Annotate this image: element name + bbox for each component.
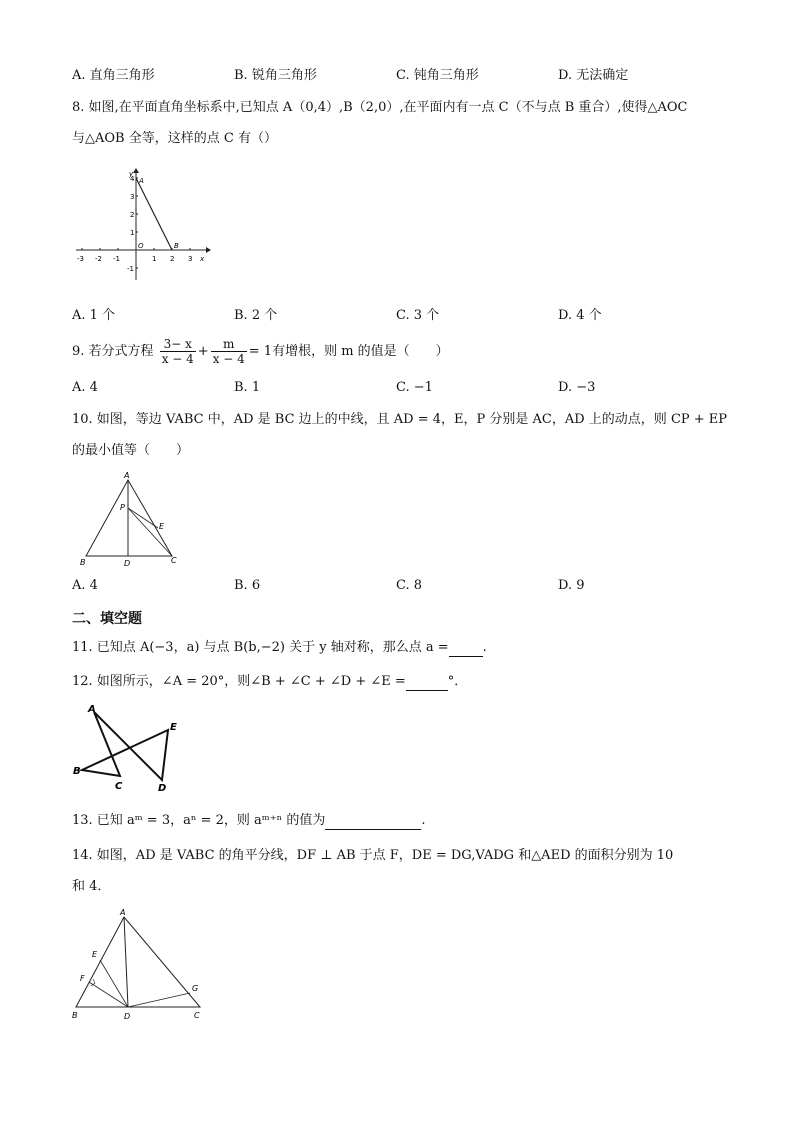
- q8-origin-label: O: [138, 242, 144, 250]
- q14-label-e: E: [92, 950, 98, 959]
- q10-option-a: A. 4: [72, 578, 98, 593]
- q9-option-d: D. −3: [558, 380, 596, 395]
- q12-label-c: C: [115, 781, 123, 792]
- q14-text-line2: 和 4．: [72, 879, 111, 894]
- section-2-title: 二、填空题: [72, 611, 142, 627]
- q14-label-g: G: [192, 984, 199, 993]
- q14-triangle-figure: [70, 905, 210, 1025]
- q12-line: [72, 673, 467, 691]
- q11-text: 11. 已知点 A(−3，a) 与点 B(b,−2) 关于 y 轴对称，那么点 a =: [72, 640, 449, 655]
- q10-label-a: A: [124, 471, 130, 480]
- q13-text: 13. 已知 aᵐ = 3，aⁿ = 2，则 aᵐ⁺ⁿ 的值为: [72, 813, 326, 828]
- q9-option-b: B. 1: [234, 380, 261, 395]
- q13-answer-blank[interactable]: [325, 815, 421, 830]
- q13-line: [72, 812, 426, 830]
- q8-coordinate-figure: [72, 168, 212, 283]
- q8-x-tick-neg1: -1: [113, 255, 120, 263]
- q12-label-e: E: [170, 722, 177, 733]
- q9-suffix: = 1有增根，则 m 的值是（ ）: [248, 344, 449, 359]
- q8-x-tick-3: 3: [188, 255, 193, 263]
- q8-y-tick-4: 4: [130, 175, 135, 183]
- q9-fraction-2-numerator: m: [211, 337, 247, 352]
- q8-x-tick-neg2: -2: [95, 255, 102, 263]
- q10-label-d: D: [124, 559, 131, 568]
- q11-end: .: [482, 640, 487, 655]
- q10-text-line2: 的最小值等（ ）: [72, 443, 190, 458]
- q14-label-c: C: [194, 1011, 200, 1020]
- q13-end: .: [421, 813, 426, 828]
- q8-option-d: D. 4 个: [558, 308, 602, 323]
- q8-option-a: A. 1 个: [72, 308, 116, 323]
- q14-label-f: F: [80, 974, 85, 983]
- q8-y-tick-neg1: -1: [127, 265, 134, 273]
- q8-x-axis-label: x: [200, 255, 205, 263]
- q9-equation-line: [72, 333, 449, 371]
- q9-fraction-1-denominator: x − 4: [161, 352, 194, 366]
- q10-triangle-figure: [78, 470, 188, 570]
- q8-point-a-label: A: [139, 177, 144, 185]
- q10-option-d: D. 9: [558, 578, 585, 593]
- q9-option-c: C. −1: [396, 380, 433, 395]
- q9-fraction-2: [211, 337, 247, 366]
- q12-end: °．: [447, 674, 468, 689]
- q14-text-line1: 14. 如图，AD 是 VABC 的角平分线，DF ⊥ AB 于点 F，DE = DG,VADG 和△AED 的面积分别为 10: [72, 848, 674, 863]
- q14-label-a: A: [120, 908, 126, 917]
- q9-fraction-2-denominator: x − 4: [212, 352, 245, 366]
- q8-option-b: B. 2 个: [234, 308, 278, 323]
- q10-label-b: B: [80, 558, 86, 567]
- q9-fraction-1-numerator: 3− x: [160, 337, 196, 352]
- q7-option-b: B. 锐角三角形: [234, 68, 317, 83]
- q10-label-c: C: [171, 556, 177, 565]
- q12-answer-blank[interactable]: [406, 676, 448, 691]
- q10-label-e: E: [159, 522, 165, 531]
- q10-text-line1: 10. 如图，等边 VABC 中，AD 是 BC 边上的中线，且 AD = 4，E，P 分别是 AC，AD 上的动点，则 CP + EP: [72, 412, 728, 427]
- q8-y-axis-label: y: [129, 170, 134, 178]
- q12-star-figure: [70, 700, 190, 792]
- q8-y-tick-2: 2: [130, 211, 135, 219]
- q8-x-tick-2: 2: [170, 255, 175, 263]
- q14-label-b: B: [72, 1011, 78, 1020]
- q8-text-line2: 与△AOB 全等，这样的点 C 有（）: [72, 131, 277, 146]
- q7-option-a: A. 直角三角形: [72, 68, 155, 83]
- q9-plus: +: [197, 344, 209, 359]
- q7-option-d: D. 无法确定: [558, 68, 629, 83]
- q10-label-p: P: [120, 503, 125, 512]
- q8-x-tick-neg3: -3: [77, 255, 84, 263]
- q8-text-line1: 8. 如图,在平面直角坐标系中,已知点 A（0,4）,B（2,0）,在平面内有一点 C（不与点 B 重合）,使得△AOC: [72, 100, 688, 115]
- q8-option-c: C. 3 个: [396, 308, 440, 323]
- q11-line: [72, 639, 487, 657]
- q7-option-c: C. 钝角三角形: [396, 68, 479, 83]
- q11-answer-blank[interactable]: [449, 642, 483, 657]
- q10-option-c: C. 8: [396, 578, 423, 593]
- q12-label-d: D: [158, 783, 167, 794]
- q12-label-a: A: [88, 704, 96, 715]
- q9-fraction-1: [160, 337, 196, 366]
- q8-y-tick-1: 1: [130, 229, 135, 237]
- q12-label-b: B: [73, 766, 81, 777]
- q14-label-d: D: [124, 1012, 131, 1021]
- q12-text: 12. 如图所示，∠A = 20°，则∠B + ∠C + ∠D + ∠E =: [72, 674, 406, 689]
- q9-option-a: A. 4: [72, 380, 98, 395]
- q8-x-tick-1: 1: [152, 255, 157, 263]
- q8-y-tick-3: 3: [130, 193, 135, 201]
- q10-option-b: B. 6: [234, 578, 261, 593]
- q9-prefix: 9. 若分式方程: [72, 344, 154, 359]
- q8-point-b-label: B: [174, 242, 179, 250]
